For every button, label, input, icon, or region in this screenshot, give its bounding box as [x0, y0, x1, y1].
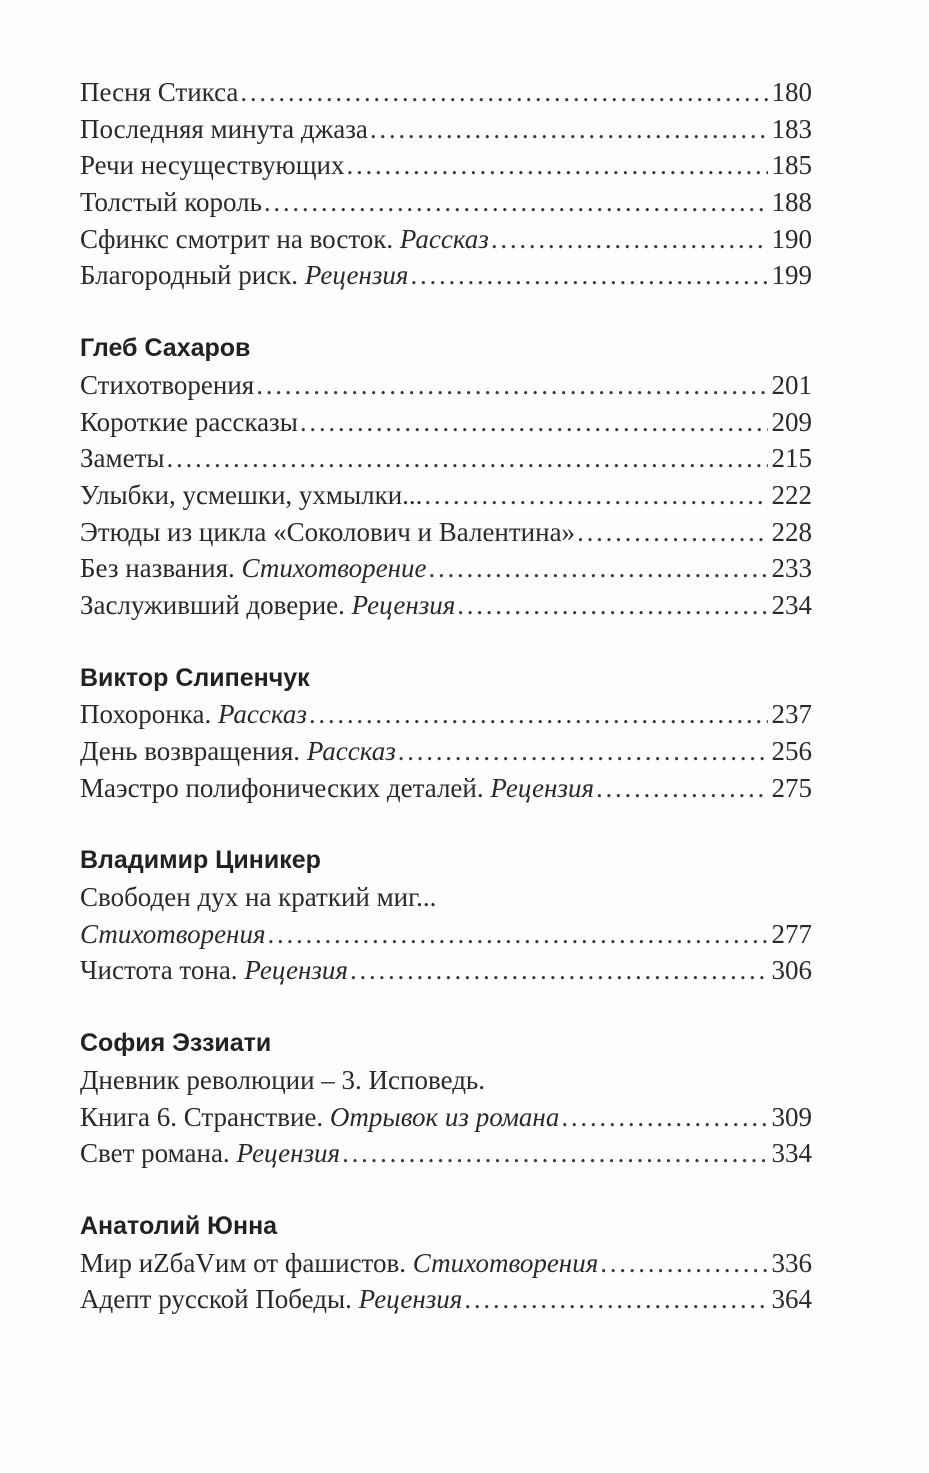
dot-leader: [264, 184, 768, 221]
entry-title: Песня Стикса: [80, 77, 239, 107]
entry-title: Речи несуществующих: [80, 150, 345, 181]
dot-leader: [424, 477, 767, 514]
page-number: 277: [771, 918, 812, 949]
entry-title: Этюды из цикла «Соколович и Валентина»: [80, 516, 576, 547]
toc-entry: [80, 404, 812, 441]
toc-entry: [80, 733, 812, 770]
toc-section-ezziati: [80, 1025, 812, 1172]
toc-entry: [80, 111, 812, 148]
toc-entry: [80, 257, 812, 294]
page-number: 209: [771, 406, 812, 437]
page-number: 334: [771, 1138, 812, 1169]
entry-title-first-line: Дневник революции – 3. Исповедь.: [80, 1064, 485, 1095]
dot-leader: [457, 587, 767, 624]
entry-title-first-line: Свободен дух на краткий миг...: [80, 882, 437, 913]
toc-entry: [80, 696, 812, 733]
entry-title: Маэстро полифонических деталей. Рецензия: [80, 772, 595, 803]
toc-entry: [80, 550, 812, 587]
toc-entry: [80, 770, 812, 807]
toc-entry: [80, 367, 812, 404]
dot-leader: [167, 440, 768, 477]
author-heading: Владимир Циникер: [80, 846, 321, 875]
page-number: 364: [771, 1284, 812, 1315]
toc-entry: [80, 1135, 812, 1172]
author-heading: Глеб Сахаров: [80, 334, 251, 363]
page-number: 234: [771, 589, 812, 620]
dot-leader: [240, 74, 767, 111]
entry-title: Толстый король: [80, 187, 262, 218]
dot-leader: [346, 147, 767, 184]
toc-section-tsiniker: [80, 842, 812, 989]
toc-entry: [80, 477, 812, 514]
page-number: 180: [771, 77, 812, 107]
entry-title: Улыбки, усмешки, ухмылки...: [80, 479, 423, 510]
entry-title: Мир иZбаVим от фашистов. Стихотворения: [80, 1247, 599, 1278]
dot-leader: [256, 367, 767, 404]
entry-title: Заметы: [80, 443, 165, 474]
entry-title: Благородный риск. Рецензия: [80, 260, 409, 291]
toc-entry: [80, 74, 812, 111]
toc-section-sakharov: [80, 330, 812, 624]
page-number: 256: [771, 736, 812, 766]
entry-title: Похоронка. Рассказ: [80, 699, 307, 730]
page-number: 306: [771, 955, 812, 986]
entry-title: Чистота тона. Рецензия: [80, 955, 348, 986]
dot-leader: [491, 221, 768, 258]
dot-leader: [577, 514, 767, 551]
toc-entry: [80, 1099, 812, 1136]
table-of-contents: [80, 74, 812, 1318]
dot-leader: [309, 696, 768, 733]
entry-title: Без названия. Стихотворение: [80, 553, 427, 584]
toc-entry: [80, 221, 812, 258]
toc-entry: [80, 916, 812, 953]
dot-leader: [350, 952, 768, 989]
dot-leader: [600, 1245, 767, 1282]
toc-section-slipenchuk: [80, 660, 812, 807]
page-number: 237: [771, 699, 812, 730]
page-number: 190: [771, 223, 812, 254]
entry-title: День возвращения. Рассказ: [80, 736, 396, 766]
entry-title: Книга 6. Странствие. Отрывок из романа: [80, 1101, 560, 1132]
dot-leader: [596, 770, 767, 807]
toc-entry: [80, 1245, 812, 1282]
entry-title: Адепт русской Победы. Рецензия: [80, 1284, 463, 1315]
dot-leader: [464, 1281, 767, 1318]
entry-title: Стихотворения: [80, 918, 266, 949]
dot-leader: [268, 916, 768, 953]
page-number: 185: [771, 150, 812, 181]
entry-title: Стихотворения: [80, 369, 255, 400]
author-heading: Анатолий Юнна: [80, 1211, 278, 1240]
page-number: 188: [771, 187, 812, 218]
toc-section-yunna: [80, 1208, 812, 1318]
toc-entry: [80, 952, 812, 989]
page-number: 199: [771, 260, 812, 291]
toc-section-intro: [80, 74, 812, 294]
toc-entry: [80, 147, 812, 184]
toc-entry: [80, 514, 812, 551]
entry-title: Заслуживший доверие. Рецензия: [80, 589, 456, 620]
dot-leader: [561, 1099, 767, 1136]
page-number: 228: [771, 516, 812, 547]
dot-leader: [398, 733, 768, 770]
dot-leader: [410, 257, 767, 294]
page-number: 222: [771, 479, 812, 510]
entry-title: Последняя минута джаза: [80, 113, 368, 144]
dot-leader: [370, 111, 768, 148]
toc-entry: [80, 1281, 812, 1318]
entry-title: Свет романа. Рецензия: [80, 1138, 341, 1169]
page-number: 215: [771, 443, 812, 474]
toc-entry: [80, 440, 812, 477]
author-heading: София Эззиати: [80, 1029, 272, 1058]
entry-title: Сфинкс смотрит на восток. Рассказ: [80, 223, 489, 254]
page-number: 201: [771, 369, 812, 400]
dot-leader: [428, 550, 767, 587]
author-heading: Виктор Слипенчук: [80, 663, 310, 692]
entry-title: Короткие рассказы: [80, 406, 298, 437]
dot-leader: [342, 1135, 767, 1172]
dot-leader: [300, 404, 768, 441]
page-number: 275: [771, 772, 812, 803]
page-number: 183: [771, 113, 812, 144]
toc-entry: [80, 587, 812, 624]
page-number: 309: [771, 1101, 812, 1132]
page-number: 233: [771, 553, 812, 584]
page-number: 336: [771, 1247, 812, 1278]
toc-entry: [80, 184, 812, 221]
